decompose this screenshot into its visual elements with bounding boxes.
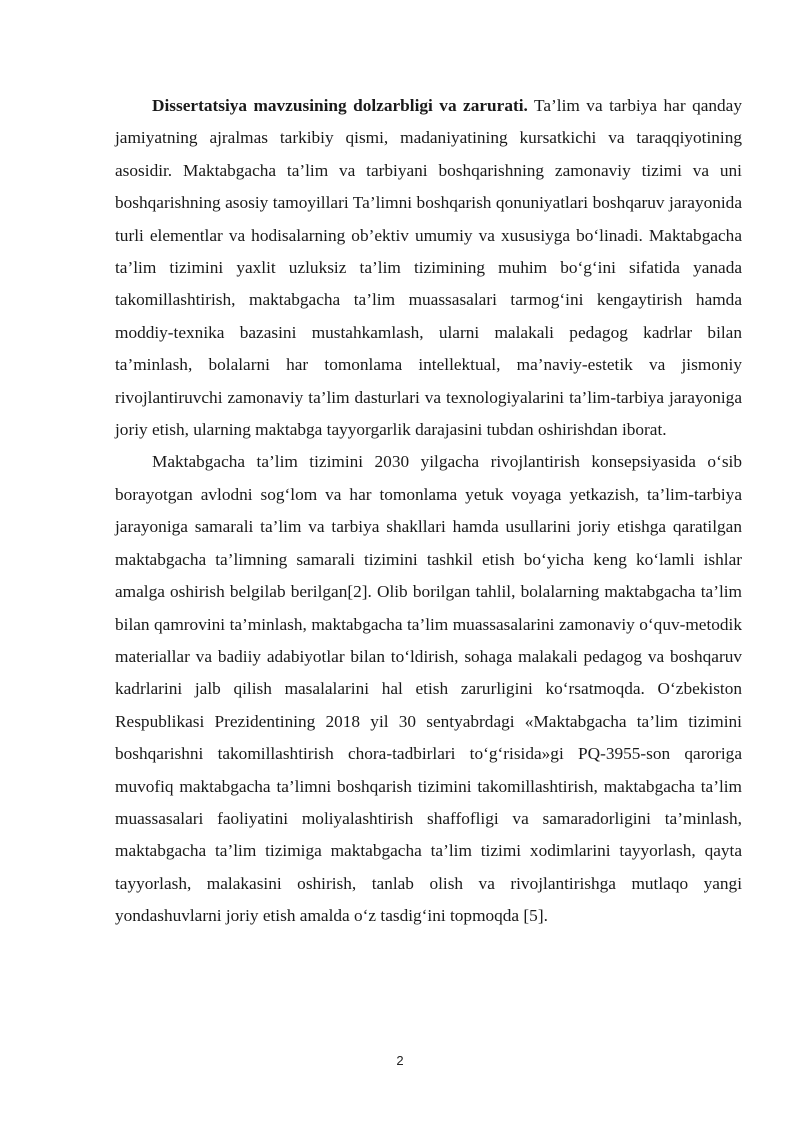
paragraph-relevance [115,90,742,446]
paragraph-relevance-text: Ta’lim va tarbiya har qanday jamiyatning ajralmas tarkibiy qismi, madaniyatining kursatkichi va taraqqiyotining asosidir. Maktabgacha ta’lim va tarbiyani boshqarishning zamonaviy tizimi va uni boshqarishning asosiy tamoyillari Ta’limni boshqarish qonuniyatlari boshqaruv jarayonida turli elementlar va hodisalarning ob’ektiv umumiy va xususiyga bo‘linadi. Maktabgacha ta’lim tizimini yaxlit uzluksiz ta’lim tizimining muhim bo‘g‘ini sifatida yanada takomillashtirish, maktabgacha ta’lim muassasalari tarmog‘ini kengaytirish hamda moddiy-texnika bazasini mustahkamlash, ularni malakali pedagog kadrlar bilan ta’minlash, bolalarni har tomonlama intellektual, ma’naviy-estetik va jismoniy rivojlantiruvchi zamonaviy ta’lim dasturlari va texnologiyalarini ta’lim-tarbiya jarayoniga joriy etish, ularning maktabga tayyorgarlik darajasini tubdan oshirishdan iborat. [115,96,742,440]
page-number: 2 [396,1053,404,1068]
paragraph-concept: Maktabgacha ta’lim tizimini 2030 yilgacha rivojlantirish konsepsiyasida o‘sib borayotgan avlodni sog‘lom va har tomonlama yetuk voyaga yetkazish, ta’lim-tarbiya jarayoniga samarali ta’lim va tarbiya shakllari hamda usullarini joriy etishga qaratilgan maktabgacha ta’limning samarali tizimini tashkil etish bo‘yicha keng ko‘lamli ishlar amalga oshirish belgilab berilgan[2]. Olib borilgan tahlil, bolalarning maktabgacha ta’lim bilan qamrovini ta’minlash, maktabgacha ta’lim muassasalarini zamonaviy o‘quv-metodik materiallar va badiiy adabiyotlar bilan to‘ldirish, sohaga malakali pedagog va boshqaruv kadrlarini jalb qilish masalalarini hal etish zarurligini ko‘rsatmoqda. O‘zbekiston Respublikasi Prezidentining 2018 yil 30 sentyabrdagi «Maktabgacha ta’lim tizimini boshqarishni takomillashtirish chora-tadbirlari to‘g‘risida»gi PQ-3955-son qaroriga muvofiq maktabgacha ta’limni boshqarish tizimini takomillashtirish, maktabgacha ta’lim muassasalari faoliyatini moliyalashtirish shaffofligi va samaradorligini ta’minlash, maktabgacha ta’lim tizimiga maktabgacha ta’lim tizimi xodimlarini tayyorlash, qayta tayyorlash, malakasini oshirish, tanlab olish va rivojlantirishga mutlaqo yangi yondashuvlarni joriy etish amalda o‘z tasdig‘ini topmoqda [5]. [115,452,742,926]
body-text [115,90,742,933]
section-heading: Dissertatsiya mavzusining dolzarbligi va zarurati. [152,96,528,115]
